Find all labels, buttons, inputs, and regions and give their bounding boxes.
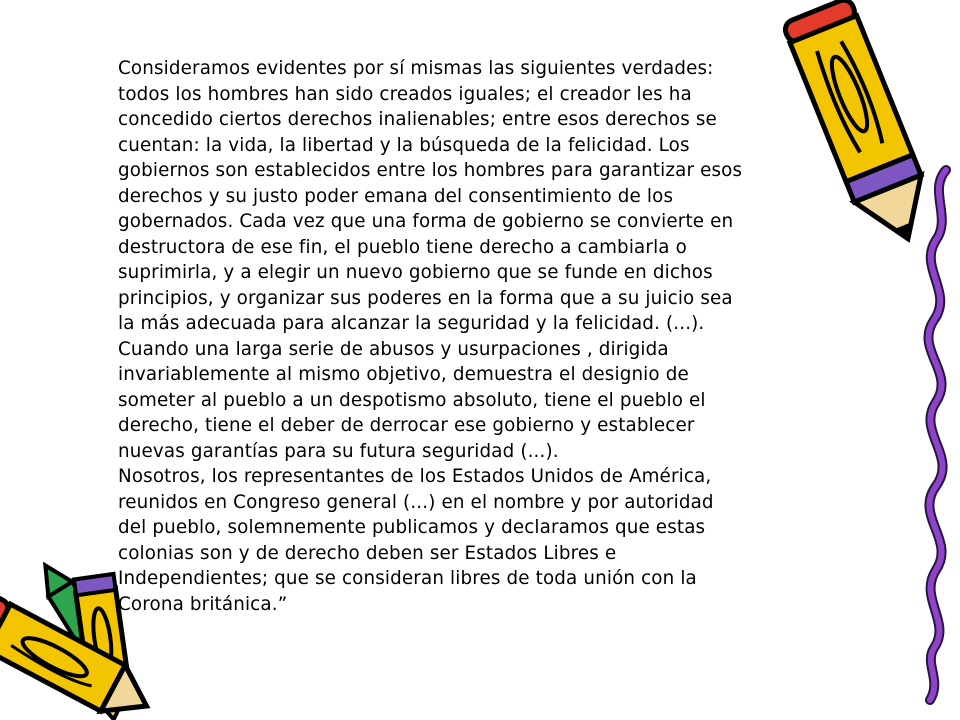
text-line: del pueblo, solemnemente publicamos y declaramos que estas [118, 517, 706, 538]
text-line: colonias son y de derecho deben ser Estados Libres e [118, 542, 617, 564]
text-line: principios, y organizar sus poderes en la forma que a su juicio sea [118, 287, 733, 309]
declaration-text [118, 56, 848, 617]
text-line: la más adecuada para alcanzar la seguridad y la felicidad. (...). [118, 313, 705, 334]
text-line: Independientes; que se consideran libres de toda unión con la [118, 568, 697, 589]
text-line: gobernados. Cada vez que una forma de gobierno se convierte en [118, 211, 734, 232]
text-line: Consideramos evidentes por sí mismas las siguientes verdades: [118, 58, 714, 79]
text-line: suprimirla, y a elegir un nuevo gobierno que se funde en dichos [118, 262, 713, 283]
text-line: Nosotros, los representantes de los Estados Unidos de América, [118, 466, 712, 487]
text-line: concedido ciertos derechos inalienables; entre esos derechos se [118, 109, 717, 130]
squiggle-border [928, 170, 946, 700]
text-line: someter al pueblo a un despotismo absoluto, tiene el pueblo el [118, 389, 706, 411]
text-line: derechos y su justo poder emana del consentimiento de los [118, 185, 674, 207]
text-line: destructora de ese fin, el pueblo tiene derecho a cambiarla o [118, 236, 687, 258]
text-line: reunidos en Congreso general (...) en el nombre y por autoridad [118, 491, 714, 513]
text-line: nuevas garantías para su futura seguridad (...). [118, 440, 559, 462]
text-line: cuentan: la vida, la libertad y la búsqueda de la felicidad. Los [118, 134, 690, 156]
text-line: Corona británica.” [118, 593, 288, 615]
text-line: Cuando una larga serie de abusos y usurpaciones , dirigida [118, 338, 669, 360]
text-line: todos los hombres han sido creados iguales; el creador les ha [118, 83, 692, 105]
text-line: derecho, tiene el deber de derrocar ese gobierno y establecer [118, 415, 695, 436]
text-line: gobiernos son establecidos entre los hombres para garantizar esos [118, 160, 743, 181]
text-line: invariablemente al mismo objetivo, demuestra el designio de [118, 364, 689, 385]
